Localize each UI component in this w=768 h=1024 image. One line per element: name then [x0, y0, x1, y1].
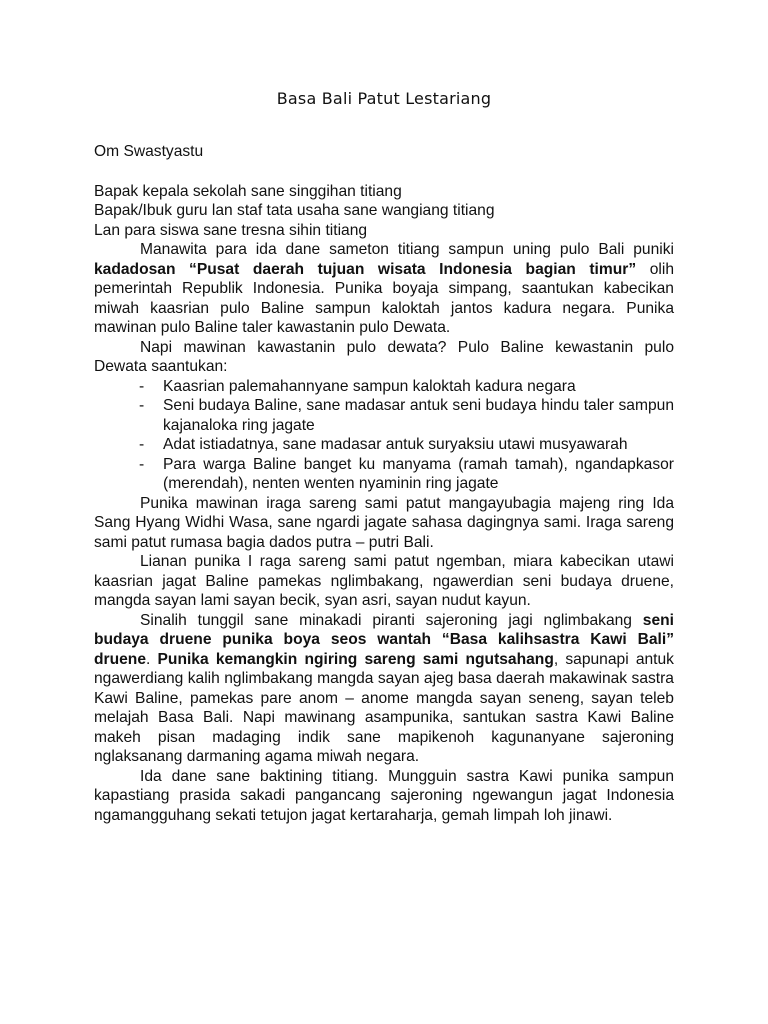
- list-item: [94, 435, 674, 455]
- paragraph-text: .: [146, 650, 158, 668]
- document-title: Basa Bali Patut Lestariang: [276, 89, 492, 108]
- paragraph-2: Napi mawinan kawastanin pulo dewata? Pulo Baline kewastanin pulo Dewata saantukan:: [94, 338, 674, 375]
- paragraph-5: [94, 611, 674, 767]
- list-item: [94, 377, 674, 397]
- list-item: [94, 396, 674, 435]
- list-item-text: Para warga Baline banget ku manyama (ramah tamah), ngandapkasor (merendah), nenten wenten nyaminin ring jagate: [163, 455, 674, 492]
- list-marker: -: [139, 436, 145, 453]
- paragraph-text: Sinalih tunggil sane minakadi piranti sajeroning jagi nglimbakang: [140, 611, 643, 629]
- paragraph-1: [94, 240, 674, 338]
- salutation-line: Lan para siswa sane tresna sihin titiang: [94, 221, 368, 239]
- paragraph-text: olih pemerintah Republik Indonesia. Punika boyaja simpang, saantukan kabecikan miwah kaasrian pulo Baline sampun kaloktah jantos kadura negara. Punika mawinan pulo Baline taler kawastanin pulo Dewata.: [94, 260, 675, 336]
- list-marker: -: [139, 455, 145, 473]
- bold-text: Punika kemangkin ngiring sareng sami ngutsahang: [157, 650, 554, 668]
- paragraph-3: Punika mawinan iraga sareng sami patut mangayubagia majeng ring Ida Sang Hyang Widhi Wasa, sane ngardi jagate sahasa dagingnya sami. Iraga sareng sami patut rumasa bagia dados putra – putri Bali.: [94, 494, 674, 551]
- paragraph-text: , sapunapi antuk ngawerdiang kalih nglimbakang mangda sayan ajeg basa daerah makawinak sastra Kawi Baline, pamekas pare anom – anome mangda sayan seneng, sayan teleb melajah Basa Bali. Napi mawinang asampunika, santukan sastra Kawi Baline makeh pisan madaging indik sane mapikenoh kagunanyane sajeroning nglaksanang darmaning agama miwah negara.: [94, 650, 674, 765]
- paragraph-text: Manawita para ida dane sameton titiang sampun uning pulo Bali puniki: [140, 241, 674, 258]
- spacer: [94, 162, 674, 182]
- document-body: [94, 142, 674, 825]
- list-item-text: Kaasrian palemahannyane sampun kaloktah kadura negara: [163, 377, 576, 395]
- list-item-text: Seni budaya Baline, sane madasar antuk seni budaya hindu taler sampun kajanaloka ring jagate: [163, 397, 674, 434]
- reasons-list: [94, 377, 674, 494]
- greeting: Om Swastyastu: [94, 143, 204, 160]
- paragraph-6: Ida dane sane baktining titiang. Mungguin sastra Kawi punika sampun kapastiang prasida sakadi pangancang sajeroning ngewangun jagat Indonesia ngamangguhang sekati tetujon jagat kertaraharja, gemah limpah loh jinawi.: [94, 767, 674, 824]
- list-item: [94, 455, 674, 494]
- list-item-text: Adat istiadatnya, sane madasar antuk suryaksiu utawi musyawarah: [163, 436, 628, 453]
- list-marker: -: [139, 397, 145, 414]
- paragraph-4: Lianan punika I raga sareng sami patut ngemban, miara kabecikan utawi kaasrian jagat Baline pamekas nglimbakang, ngawerdian seni budaya druene, mangda sayan lami sayan becik, syan asri, sayan nudut kayun.: [94, 553, 674, 609]
- bold-text: seni budaya druene punika boya seos wantah “Basa kalihsastra Kawi Bali” druene: [94, 611, 674, 668]
- salutation-line: Bapak/Ibuk guru lan staf tata usaha sane wangiang titiang: [94, 202, 495, 219]
- salutation-line: Bapak kepala sekolah sane singgihan titiang: [94, 182, 402, 200]
- list-marker: -: [139, 377, 145, 395]
- bold-text: kadadosan “Pusat daerah tujuan wisata Indonesia bagian timur”: [94, 260, 637, 278]
